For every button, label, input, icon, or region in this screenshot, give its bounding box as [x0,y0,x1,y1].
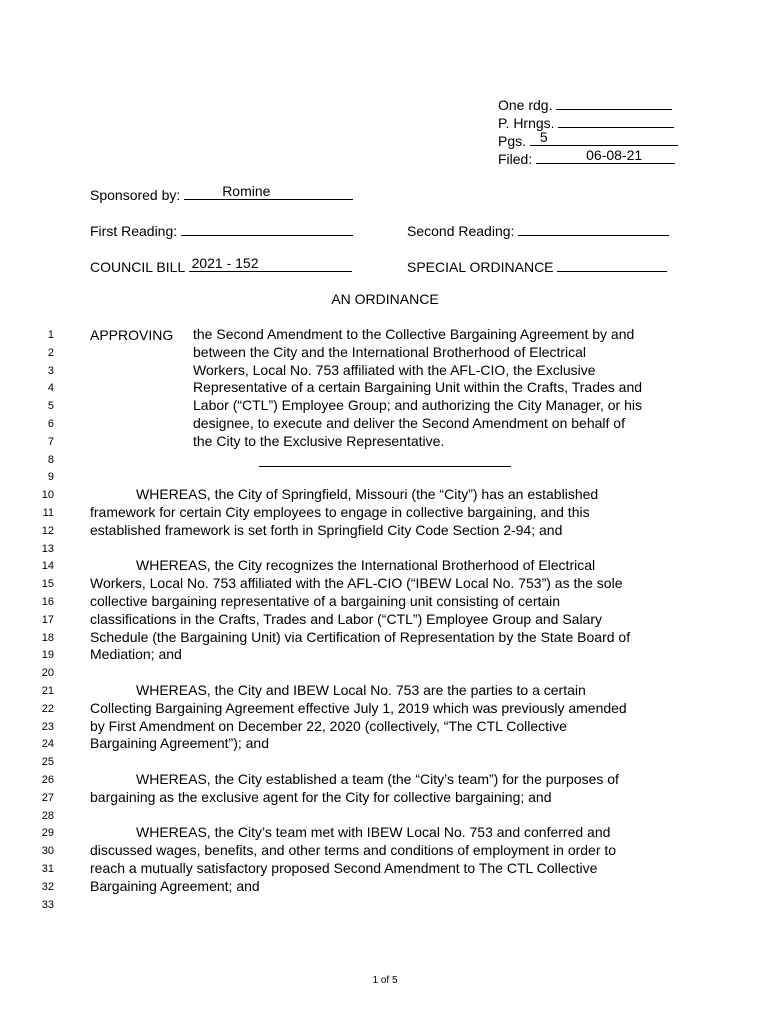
public-hearings-label: P. Hrngs. [498,115,555,131]
line-number: 10 [41,489,54,502]
second-reading-label: Second Reading: [407,223,515,239]
line-number: 15 [41,578,54,591]
approving-line: Labor (“CTL”) Employee Group; and authorizing the City Manager, or his [193,397,642,414]
line-number: 22 [41,702,54,715]
whereas-line: Collecting Bargaining Agreement effective July 1, 2019 which was previously amended [90,699,627,716]
whereas-paragraph-5 [90,824,616,895]
line-number: 13 [41,542,54,555]
whereas-line: WHEREAS, the City and IBEW Local No. 753 are the parties to a certain [136,682,586,698]
council-bill-label: COUNCIL BILL [90,259,185,275]
special-ordinance-label: SPECIAL ORDINANCE [407,259,554,275]
filed-row [498,148,675,168]
approving-line: designee, to execute and deliver the Second Amendment on behalf of [193,414,625,431]
approving-line: the City to the Exclusive Representative. [193,432,445,449]
whereas-line: Bargaining Agreement; and [90,877,260,894]
whereas-line: collective bargaining representative of a bargaining unit consisting of certain [90,592,561,609]
whereas-line: WHEREAS, the City’s team met with IBEW Local No. 753 and conferred and [136,824,611,841]
line-number: 25 [41,756,54,769]
ordinance-title: AN ORDINANCE [331,291,439,307]
whereas-paragraph-4 [90,771,619,807]
line-number: 30 [41,845,54,858]
line-number: 31 [41,863,54,875]
line-number: 21 [41,685,54,697]
whereas-line: Schedule (the Bargaining Unit) via Certification of Representation by the State Board of [90,628,631,645]
first-reading-label: First Reading: [90,223,178,239]
line-number: 33 [41,898,54,911]
filed-blank [536,148,675,164]
council-bill-row [90,256,352,276]
filed-value: 06-08-21 [586,147,643,163]
line-number: 20 [41,667,54,680]
approving-line: between the City and the International Brotherhood of Electrical [193,343,587,360]
approving-keyword: APPROVING [90,327,174,343]
one-reading-blank [556,94,672,110]
line-number: 5 [47,400,54,413]
line-number: 27 [41,791,54,804]
whereas-line: reach a mutually satisfactory proposed Second Amendment to The CTL Collective [90,859,598,876]
whereas-line: established framework is set forth in Springfield City Code Section 2-94; and [90,521,563,538]
public-hearings-row [498,112,674,132]
first-reading-blank [181,220,353,236]
whereas-line: framework for certain City employees to engage in collective bargaining, and this [90,503,590,520]
approving-line: the Second Amendment to the Collective Bargaining Agreement by and [193,326,635,342]
line-number: 28 [41,809,54,822]
special-ordinance-row [407,256,667,276]
whereas-line: Mediation; and [90,646,182,663]
line-number: 24 [41,738,54,751]
first-reading-row [90,220,353,240]
whereas-line: WHEREAS, the City recognizes the International Brotherhood of Electrical [136,557,596,574]
sponsor-label: Sponsored by: [90,187,181,203]
line-number: 12 [41,524,54,537]
whereas-line: by First Amendment on December 22, 2020 (collectively, “The CTL Collective [90,717,567,734]
whereas-paragraph-3 [90,682,627,753]
line-number: 6 [47,418,54,430]
approving-divider [259,466,511,467]
council-bill-value: 2021 - 152 [191,255,259,271]
one-reading-row [498,94,672,114]
public-hearings-blank [558,112,674,128]
line-number: 11 [42,507,54,519]
whereas-line: WHEREAS, the City of Springfield, Missouri (the “City”) has an established [136,486,599,503]
pages-label: Pgs. [498,133,527,149]
filed-label: Filed: [498,151,533,167]
line-number: 1 [47,329,54,341]
line-number: 23 [41,720,54,733]
line-number: 8 [47,453,54,466]
sponsor-value: Romine [222,183,271,199]
whereas-line: discussed wages, benefits, and other terms and conditions of employment in order to [90,842,617,859]
sponsor-row [90,184,353,204]
whereas-paragraph-1 [90,486,598,539]
line-number: 18 [41,631,54,644]
second-reading-row [407,220,669,240]
line-number: 26 [41,774,54,786]
approving-line: Workers, Local No. 753 affiliated with the AFL-CIO, the Exclusive [193,361,596,378]
whereas-line: Workers, Local No. 753 affiliated with the AFL-CIO (“IBEW Local No. 753”) as the sole [90,575,623,592]
line-number: 4 [47,382,54,395]
line-number: 3 [47,364,54,377]
approving-line: Representative of a certain Bargaining Unit within the Crafts, Trades and [193,379,643,396]
whereas-line: Bargaining Agreement”); and [90,735,269,752]
line-number: 32 [41,880,54,893]
pages-blank [530,130,678,146]
page-number: 1 of 5 [372,975,398,986]
line-number: 19 [41,649,54,662]
whereas-line: WHEREAS, the City established a team (the “City’s team”) for the purposes of [136,771,619,787]
pages-value: 5 [539,129,548,145]
line-number: 16 [41,596,54,608]
line-number: 9 [47,471,54,484]
line-number: 14 [41,560,54,573]
council-bill-blank [189,256,352,272]
line-number: 17 [41,613,54,626]
approving-text [193,326,642,451]
second-reading-blank [518,220,669,236]
whereas-line: classifications in the Crafts, Trades and Labor (“CTL”) Employee Group and Salary [90,610,603,627]
line-number: 7 [47,435,54,448]
one-reading-label: One rdg. [498,97,553,113]
special-ordinance-blank [557,256,667,272]
line-number: 2 [47,346,54,359]
whereas-line: bargaining as the exclusive agent for the City for collective bargaining; and [90,788,552,805]
line-number: 29 [41,827,54,840]
whereas-paragraph-2 [90,557,630,664]
sponsor-blank [184,184,353,200]
